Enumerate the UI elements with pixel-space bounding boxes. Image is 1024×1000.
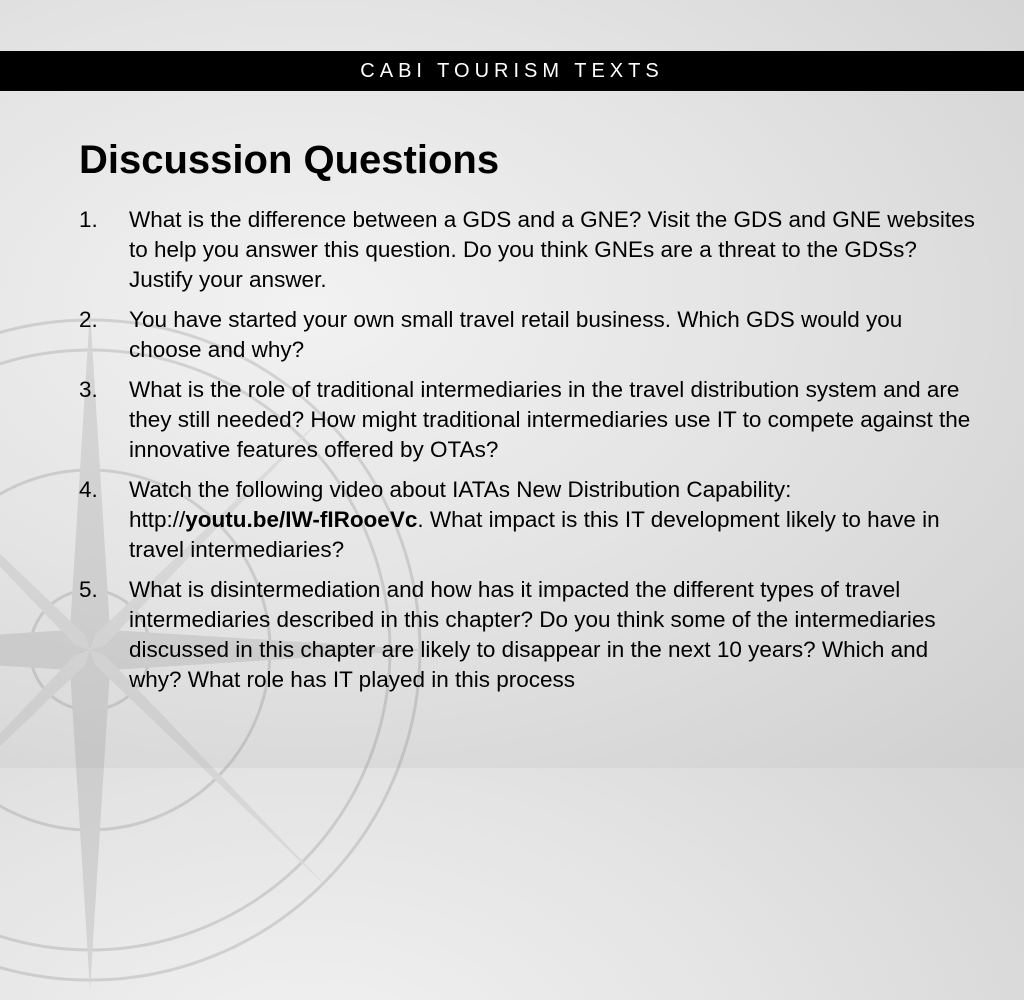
question-number: 2.: [79, 307, 98, 332]
question-text-after-link: . What impact is this IT development likely to have in travel intermediaries?: [129, 507, 940, 562]
question-item: [79, 305, 979, 365]
question-number: 1.: [79, 207, 98, 232]
question-number: 3.: [79, 377, 98, 402]
question-number: 5.: [79, 577, 98, 602]
header-banner: [0, 51, 1024, 91]
slide-title: Discussion Questions: [79, 138, 500, 182]
question-item: [79, 575, 979, 695]
question-text: [129, 475, 979, 565]
video-link-url: youtu.be/IW-fIRooeVc: [185, 507, 418, 532]
questions-list: [79, 205, 979, 705]
question-text: You have started your own small travel retail business. Which GDS would you choose and why?: [129, 307, 903, 362]
video-link-prefix: http://: [129, 507, 186, 532]
question-item: [79, 375, 979, 465]
banner-title: CABI TOURISM TEXTS: [360, 59, 664, 82]
question-text: What is the difference between a GDS and a GNE? Visit the GDS and GNE websites to help you answer this question. Do you think GNEs are a threat to the GDSs? Justify your answer.: [129, 207, 975, 292]
question-text: What is disintermediation and how has it impacted the different types of travel intermediaries described in this chapter? Do you think some of the intermediaries discussed in this chapter are likely to disappear in the next 10 years? Which and why? What role has IT played in this process: [129, 577, 936, 692]
question-number: 4.: [79, 477, 98, 502]
video-link[interactable]: [129, 507, 417, 532]
question-text-before-link: Watch the following video about IATAs New Distribution Capability:: [129, 477, 792, 502]
question-text: What is the role of traditional intermediaries in the travel distribution system and are they still needed? How might traditional intermediaries use IT to compete against the innovative features offered by OTAs?: [129, 377, 971, 462]
question-item: [79, 205, 979, 295]
question-item: [79, 475, 979, 565]
